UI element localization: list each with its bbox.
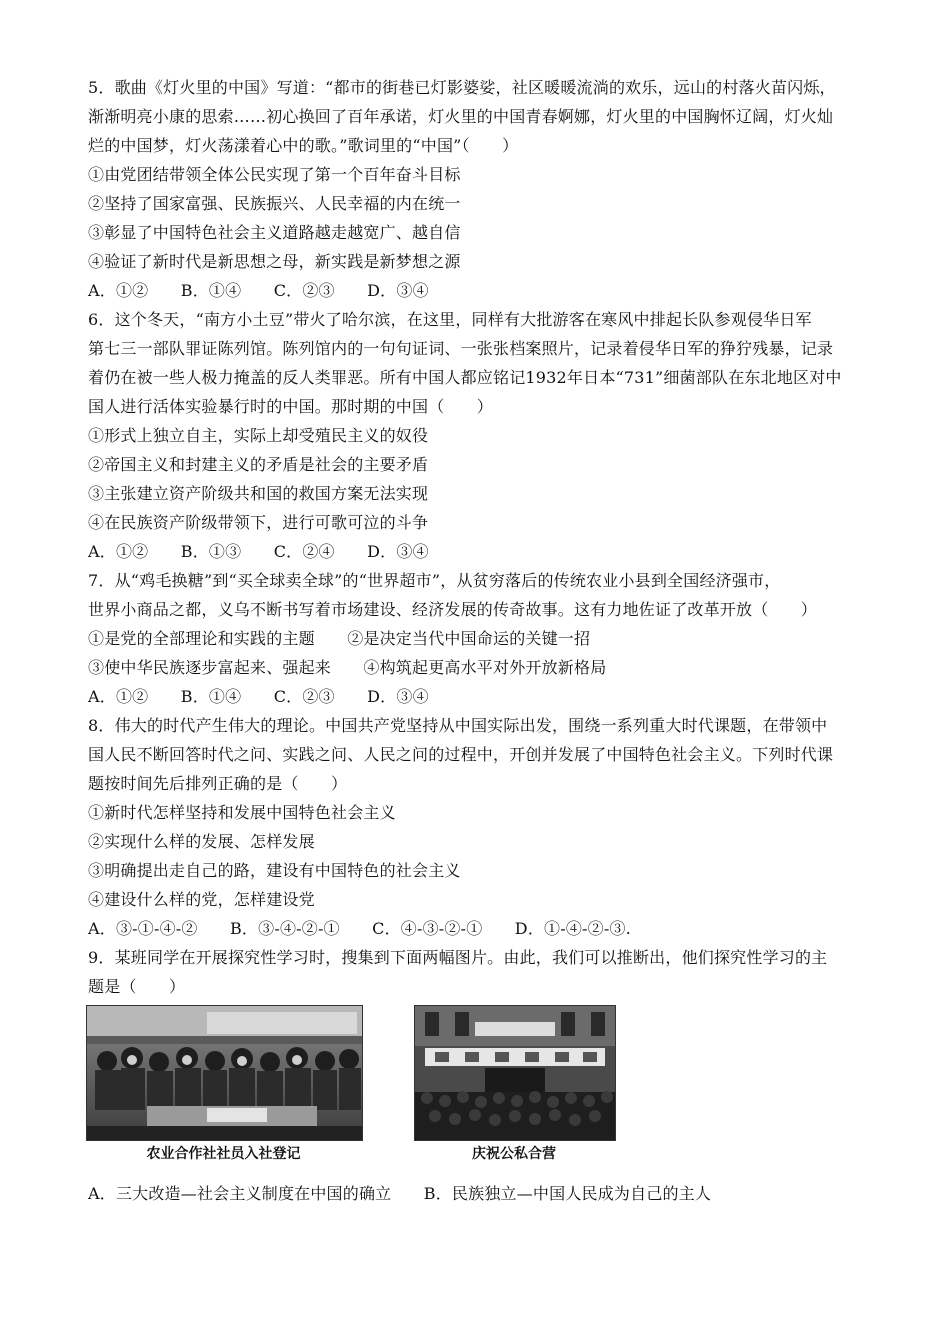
q9-stem-line-1: 9．某班同学在开展探究性学习时，搜集到下面两幅图片。由此，我们可以推断出，他们探究性学习的主 bbox=[88, 948, 828, 967]
q7-stem-line-2: 世界小商品之都，义乌不断书写着市场建设、经济发展的传奇故事。这有力地佐证了改革开放（ ） bbox=[88, 600, 818, 619]
photo-public-private-celebration bbox=[414, 1005, 616, 1141]
q5-stem-line-2: 渐渐明亮小康的思索……初心换回了百年承诺，灯火里的中国青春婀娜，灯火里的中国胸怀辽阔，灯火灿 bbox=[88, 107, 834, 126]
q8-option-1: ①新时代怎样坚持和发展中国特色社会主义 bbox=[88, 803, 396, 822]
q6-option-4: ④在民族资产阶级带领下，进行可歌可泣的斗争 bbox=[88, 513, 429, 532]
q8-choices: A．③-①-④-② B．③-④-②-① C．④-③-②-① D．①-④-②-③. bbox=[88, 919, 631, 938]
q7-options-3-4: ③使中华民族逐步富起来、强起来 ④构筑起更高水平对外开放新格局 bbox=[88, 658, 607, 677]
q9-choices: A．三大改造—社会主义制度在中国的确立 B．民族独立—中国人民成为自己的主人 bbox=[88, 1184, 712, 1203]
q6-option-1: ①形式上独立自主，实际上却受殖民主义的奴役 bbox=[88, 426, 429, 445]
photo-2-caption: 庆祝公私合营 bbox=[472, 1146, 556, 1162]
q5-option-2: ②坚持了国家富强、民族振兴、人民幸福的内在统一 bbox=[88, 194, 461, 213]
q6-choices: A．①② B．①③ C．②④ D．③④ bbox=[88, 542, 429, 561]
q5-choices: A．①② B．①④ C．②③ D．③④ bbox=[88, 281, 429, 300]
q7-stem-line-1: 7．从“鸡毛换糖”到“买全球卖全球”的“世界超市”，从贫穷落后的传统农业小县到全国经济强市， bbox=[88, 571, 781, 590]
q5-option-3: ③彰显了中国特色社会主义道路越走越宽广、越自信 bbox=[88, 223, 461, 242]
q8-stem-line-1: 8．伟大的时代产生伟大的理论。中国共产党坚持从中国实际出发，围绕一系列重大时代课题，在带领中 bbox=[88, 716, 828, 735]
q7-options-1-2: ①是党的全部理论和实践的主题 ②是决定当代中国命运的关键一招 bbox=[88, 629, 591, 648]
q6-stem-line-4: 国人进行活体实验暴行时的中国。那时期的中国（ ） bbox=[88, 397, 494, 416]
photo-cooperative-graphic bbox=[87, 1006, 362, 1140]
q8-option-3: ③明确提出走自己的路，建设有中国特色的社会主义 bbox=[88, 861, 461, 880]
photo-celebration-graphic bbox=[415, 1006, 615, 1140]
photo-1-caption: 农业合作社社员入社登记 bbox=[146, 1146, 301, 1162]
q8-option-4: ④建设什么样的党，怎样建设党 bbox=[88, 890, 315, 909]
q5-stem-line-3: 烂的中国梦，灯火荡漾着心中的歌。”歌词里的“中国”（ ） bbox=[88, 136, 519, 155]
q5-option-4: ④验证了新时代是新思想之母，新实践是新梦想之源 bbox=[88, 252, 461, 271]
photo-cooperative-registration bbox=[86, 1005, 363, 1141]
q5-stem-line-1: 5．歌曲《灯火里的中国》写道：“都市的街巷已灯影婆娑，社区暖暖流淌的欢乐，远山的村落火苗闪烁， bbox=[88, 78, 836, 97]
q9-stem-line-2: 题是（ ） bbox=[88, 977, 186, 996]
q6-option-2: ②帝国主义和封建主义的矛盾是社会的主要矛盾 bbox=[88, 455, 429, 474]
q5-option-1: ①由党团结带领全体公民实现了第一个百年奋斗目标 bbox=[88, 165, 461, 184]
q6-option-3: ③主张建立资产阶级共和国的救国方案无法实现 bbox=[88, 484, 429, 503]
q8-option-2: ②实现什么样的发展、怎样发展 bbox=[88, 832, 315, 851]
q6-stem-line-2: 第七三一部队罪证陈列馆。陈列馆内的一句句证词、一张张档案照片，记录着侵华日军的狰狞残暴，记录 bbox=[88, 339, 834, 358]
q8-stem-line-2: 国人民不断回答时代之问、实践之问、人民之问的过程中，开创并发展了中国特色社会主义。下列时代课 bbox=[88, 745, 834, 764]
q8-stem-line-3: 题按时间先后排列正确的是（ ） bbox=[88, 774, 348, 793]
q6-stem-line-1: 6．这个冬天，“南方小土豆”带火了哈尔滨，在这里，同样有大批游客在寒风中排起长队参观侵华日军 bbox=[88, 310, 812, 329]
q6-stem-line-3: 着仍在被一些人极力掩盖的反人类罪恶。所有中国人都应铭记1932年日本“731”细菌部队在东北地区对中 bbox=[88, 368, 842, 387]
q7-choices: A．①② B．①④ C．②③ D．③④ bbox=[88, 687, 429, 706]
